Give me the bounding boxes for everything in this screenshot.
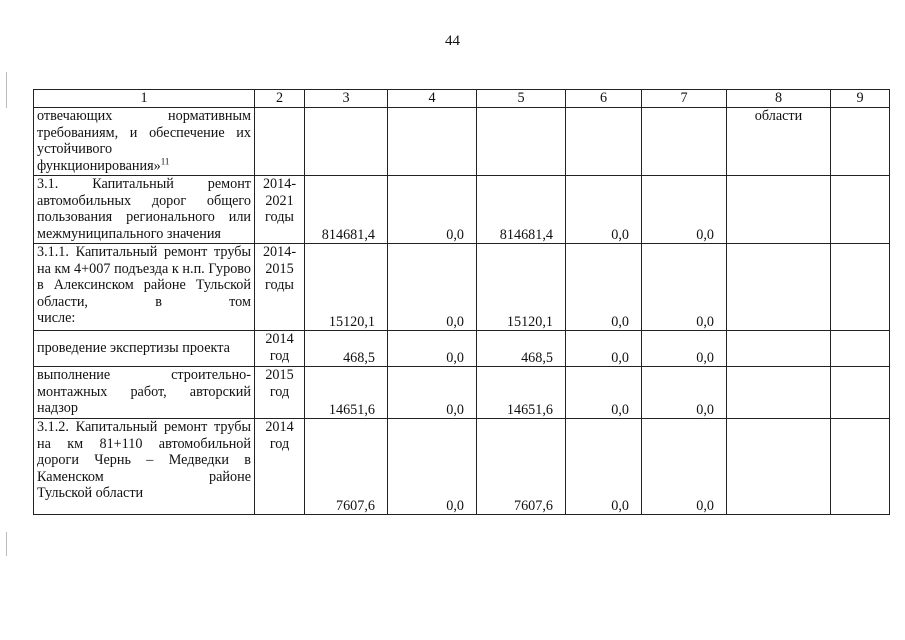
table-row bbox=[34, 331, 890, 367]
header-cell: 7 bbox=[642, 90, 727, 108]
row-description bbox=[34, 108, 255, 176]
other-cell: 0,0 bbox=[642, 176, 727, 244]
total-cell: 468,5 bbox=[305, 331, 388, 367]
period-cell: 2014 год bbox=[255, 419, 305, 515]
other-cell: 0,0 bbox=[642, 244, 727, 331]
row-description bbox=[34, 419, 255, 515]
header-cell: 9 bbox=[831, 90, 890, 108]
period-cell: 2014-2021 годы bbox=[255, 176, 305, 244]
period-cell: 2014 год bbox=[255, 331, 305, 367]
header-cell: 4 bbox=[388, 90, 477, 108]
regional-cell bbox=[477, 108, 566, 176]
executor-cell bbox=[727, 367, 831, 419]
description-text: отвечающих нормативным требованиям, и обеспечение их устойчивого bbox=[37, 108, 251, 157]
result-cell bbox=[831, 367, 890, 419]
result-cell bbox=[831, 244, 890, 331]
result-cell bbox=[831, 176, 890, 244]
federal-cell: 0,0 bbox=[388, 419, 477, 515]
row-description bbox=[34, 331, 255, 367]
description-last-line: функционирования»$^{11}$ bbox=[37, 155, 170, 174]
header-cell: 8 bbox=[727, 90, 831, 108]
margin-mark-bottom bbox=[6, 532, 7, 556]
executor-cell bbox=[727, 419, 831, 515]
total-cell bbox=[305, 108, 388, 176]
regional-cell: 814681,4 bbox=[477, 176, 566, 244]
description-last-line: числе: bbox=[37, 310, 76, 326]
executor-cell bbox=[727, 176, 831, 244]
federal-cell bbox=[388, 108, 477, 176]
header-cell: 3 bbox=[305, 90, 388, 108]
description-text: 3.1. Капитальный ремонт автомобильных дорог общего пользования регионального или bbox=[37, 176, 251, 225]
other-cell: 0,0 bbox=[642, 419, 727, 515]
page-number: 44 bbox=[445, 33, 460, 49]
local-cell: 0,0 bbox=[566, 419, 642, 515]
margin-mark-top bbox=[6, 72, 7, 108]
table-row bbox=[34, 244, 890, 331]
local-cell: 0,0 bbox=[566, 244, 642, 331]
description-text: 3.1.1. Капитальный ремонт трубы на км 4+007 подъезда к н.п. Гурово в Алексинском районе Тульской области, в том bbox=[37, 244, 251, 310]
row-description bbox=[34, 367, 255, 419]
regional-cell: 7607,6 bbox=[477, 419, 566, 515]
header-cell: 6 bbox=[566, 90, 642, 108]
regional-cell: 14651,6 bbox=[477, 367, 566, 419]
header-cell: 2 bbox=[255, 90, 305, 108]
executor-cell bbox=[727, 244, 831, 331]
local-cell: 0,0 bbox=[566, 176, 642, 244]
period-cell: 2014-2015 годы bbox=[255, 244, 305, 331]
federal-cell: 0,0 bbox=[388, 244, 477, 331]
other-cell bbox=[642, 108, 727, 176]
other-cell: 0,0 bbox=[642, 367, 727, 419]
description-last-line: межмуниципального значения bbox=[37, 225, 221, 242]
result-cell bbox=[831, 419, 890, 515]
regional-cell: 468,5 bbox=[477, 331, 566, 367]
description-last-line: проведение экспертизы проекта bbox=[37, 340, 230, 357]
executor-cell: области bbox=[727, 108, 831, 176]
total-cell: 814681,4 bbox=[305, 176, 388, 244]
result-cell bbox=[831, 331, 890, 367]
footnote-marker: 11 bbox=[160, 155, 170, 166]
total-cell: 15120,1 bbox=[305, 244, 388, 331]
total-cell: 14651,6 bbox=[305, 367, 388, 419]
description-text: выполнение строительно-монтажных работ, авторский bbox=[37, 367, 251, 400]
other-cell: 0,0 bbox=[642, 331, 727, 367]
row-description bbox=[34, 176, 255, 244]
local-cell bbox=[566, 108, 642, 176]
federal-cell: 0,0 bbox=[388, 331, 477, 367]
table-row bbox=[34, 176, 890, 244]
local-cell: 0,0 bbox=[566, 367, 642, 419]
description-last-line: надзор bbox=[37, 400, 78, 416]
table-row bbox=[34, 108, 890, 176]
table-row bbox=[34, 367, 890, 419]
budget-table bbox=[33, 89, 890, 515]
regional-cell: 15120,1 bbox=[477, 244, 566, 331]
federal-cell: 0,0 bbox=[388, 176, 477, 244]
result-cell bbox=[831, 108, 890, 176]
table-row bbox=[34, 419, 890, 515]
description-text: 3.1.2. Капитальный ремонт трубы на км 81+110 автомобильной дороги Чернь – Медведки в Каменском районе bbox=[37, 419, 251, 485]
period-cell bbox=[255, 108, 305, 176]
row-description bbox=[34, 244, 255, 331]
executor-cell bbox=[727, 331, 831, 367]
description-last-line: Тульской области bbox=[37, 485, 144, 501]
federal-cell: 0,0 bbox=[388, 367, 477, 419]
header-row bbox=[34, 90, 890, 108]
local-cell: 0,0 bbox=[566, 331, 642, 367]
total-cell: 7607,6 bbox=[305, 419, 388, 515]
period-cell: 2015 год bbox=[255, 367, 305, 419]
header-cell: 1 bbox=[34, 90, 255, 108]
header-cell: 5 bbox=[477, 90, 566, 108]
